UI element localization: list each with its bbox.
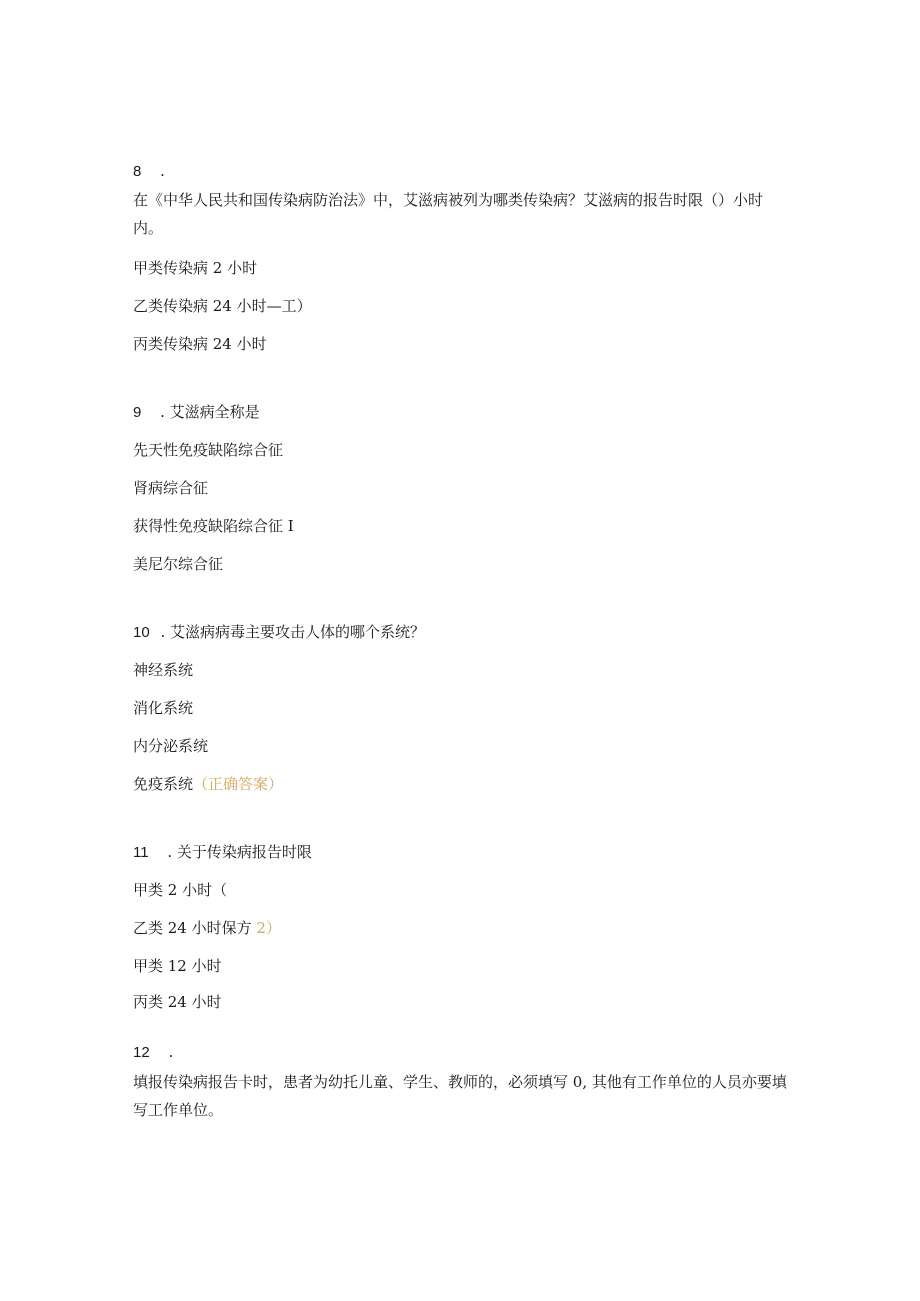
question-10-header bbox=[133, 622, 425, 643]
option-11-d: 丙类 24 小时 bbox=[133, 993, 222, 1011]
option-11-a: 甲类 2 小时（ bbox=[133, 881, 228, 899]
question-11-header bbox=[133, 842, 312, 863]
option-8-b: 乙类传染病 24 小时—工） bbox=[133, 297, 312, 315]
option-9-c: 获得性免疫缺陷综合征 I bbox=[133, 517, 294, 535]
question-9-header bbox=[133, 402, 260, 423]
option-9-b: 肾病综合征 bbox=[133, 479, 209, 497]
question-12-text: 填报传染病报告卡时，患者为幼托儿童、学生、教师的，必须填写 0, 其他有工作单位的人员亦要填写工作单位。 bbox=[133, 1073, 787, 1119]
option-suffix: 2） bbox=[256, 919, 281, 937]
question-text: . 艾滋病病毒主要攻击人体的哪个系统？ bbox=[160, 623, 426, 641]
option-10-c: 内分泌系统 bbox=[133, 737, 209, 755]
question-number: 12 bbox=[133, 1044, 150, 1061]
option-11-c: 甲类 12 小时 bbox=[133, 957, 222, 975]
question-dot: . bbox=[160, 162, 165, 180]
correct-answer-note: （正确答案） bbox=[193, 775, 284, 793]
option-text: 乙类 24 小时保方 bbox=[133, 919, 252, 937]
option-8-a: 甲类传染病 2 小时 bbox=[133, 259, 258, 277]
option-10-d bbox=[133, 774, 283, 794]
question-8-text: 在《中华人民共和国传染病防治法》中，艾滋病被列为哪类传染病？艾滋病的报告时限（）小时内。 bbox=[133, 191, 764, 237]
question-number: 9 bbox=[133, 404, 142, 421]
option-9-d: 美尼尔综合征 bbox=[133, 555, 224, 573]
question-dot: . bbox=[168, 1043, 174, 1061]
option-8-c: 丙类传染病 24 小时 bbox=[133, 335, 267, 353]
question-number: 11 bbox=[133, 844, 149, 861]
question-number: 8 bbox=[133, 163, 142, 180]
option-9-a: 先天性免疫缺陷综合征 bbox=[133, 441, 284, 459]
option-text: 免疫系统 bbox=[133, 775, 194, 793]
option-10-a: 神经系统 bbox=[133, 661, 194, 679]
option-10-b: 消化系统 bbox=[133, 699, 194, 717]
question-text: . 关于传染病报告时限 bbox=[167, 843, 312, 861]
question-text: . 艾滋病全称是 bbox=[160, 403, 260, 421]
question-12-header bbox=[133, 1042, 173, 1063]
option-11-b bbox=[133, 918, 281, 938]
question-number: 10 bbox=[133, 624, 150, 641]
question-8-header bbox=[133, 161, 165, 182]
